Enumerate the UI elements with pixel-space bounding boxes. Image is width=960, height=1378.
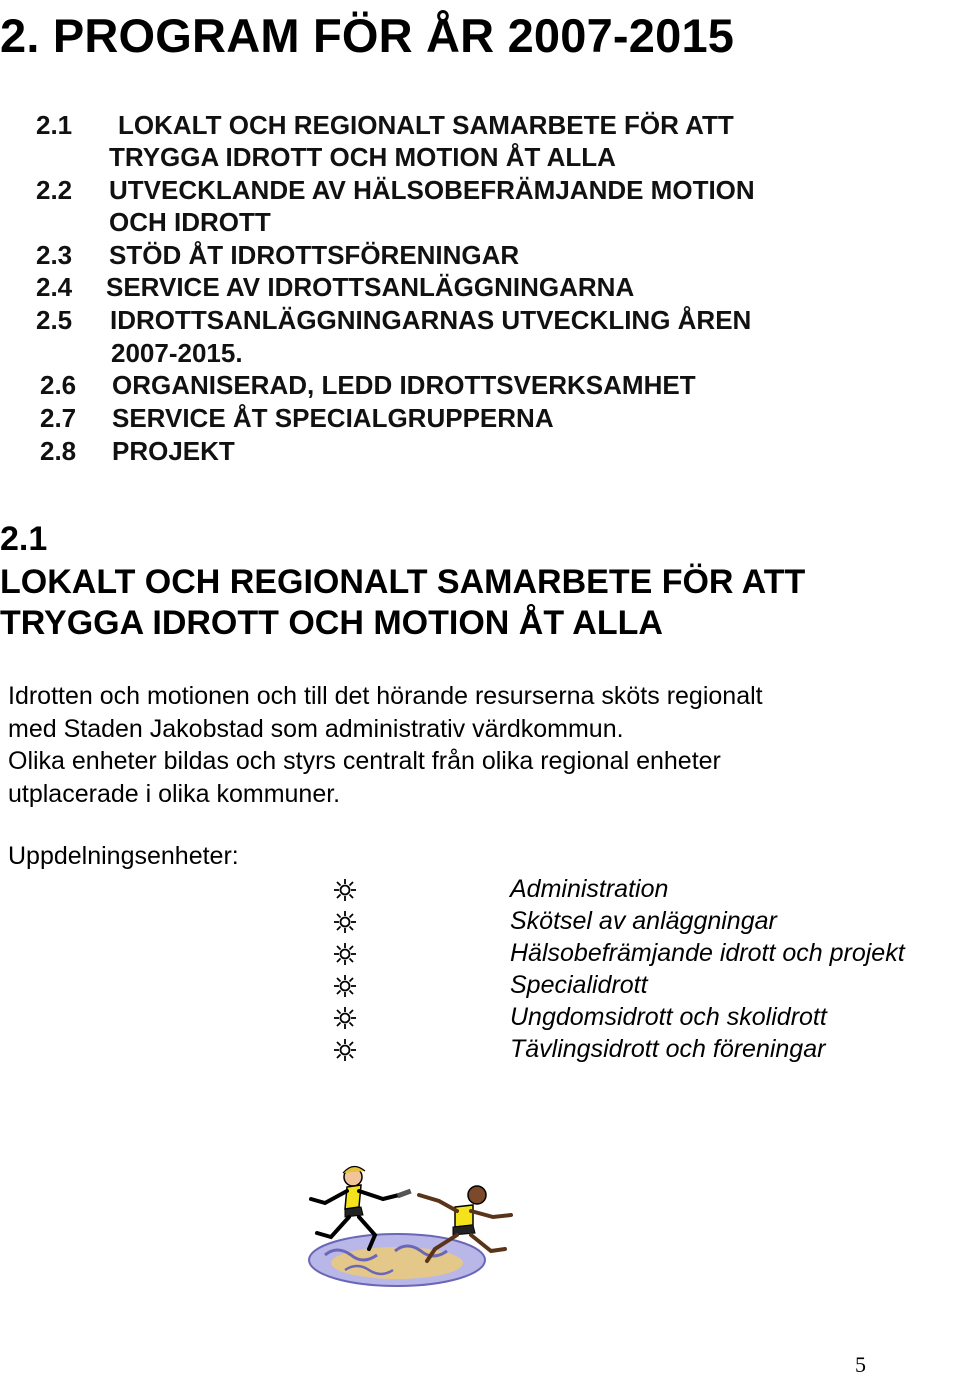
page-number: 5	[855, 1352, 866, 1377]
toc-item-text: IDROTTSANLÄGGNINGARNAS UTVECKLING ÅREN	[110, 305, 752, 335]
toc-item-text: ORGANISERAD, LEDD IDROTTSVERKSAMHET	[112, 370, 696, 400]
paragraph-line: utplacerade i olika kommuner.	[8, 780, 341, 808]
toc-item-text: SERVICE ÅT SPECIALGRUPPERNA	[112, 403, 554, 433]
list-item: Specialidrott	[510, 971, 648, 999]
toc-number: 2.1	[36, 110, 73, 140]
toc-number: 2.2	[36, 175, 73, 205]
paragraph-line: Idrotten och motionen och till det hörande resurserna sköts regionalt	[8, 682, 763, 710]
section-title-line: TRYGGA IDROTT OCH MOTION ÅT ALLA	[0, 604, 663, 642]
toc-item-text: STÖD ÅT IDROTTSFÖRENINGAR	[109, 240, 520, 270]
toc-number: 2.4	[36, 272, 73, 302]
toc-number: 2.7	[40, 403, 77, 433]
sun-icon	[333, 910, 357, 934]
sun-icon	[333, 1038, 357, 1062]
toc-number: 2.6	[40, 370, 77, 400]
toc-item-text: UTVECKLANDE AV HÄLSOBEFRÄMJANDE MOTION	[109, 175, 755, 205]
list-item: Skötsel av anläggningar	[510, 907, 777, 935]
sun-icon	[333, 878, 357, 902]
section-number: 2.1	[0, 520, 48, 558]
sun-icon	[333, 1006, 357, 1030]
list-item: Hälsobefrämjande idrott och projekt	[510, 939, 905, 967]
sun-icon	[333, 974, 357, 998]
paragraph-line: med Staden Jakobstad som administrativ värdkommun.	[8, 715, 624, 743]
toc-number: 2.5	[36, 305, 73, 335]
toc-item-text: SERVICE AV IDROTTSANLÄGGNINGARNA	[106, 272, 635, 302]
toc-number: 2.3	[36, 240, 73, 270]
toc-item-text: 2007-2015.	[111, 338, 243, 368]
toc-item-text: PROJEKT	[112, 436, 235, 466]
section-title-line: LOKALT OCH REGIONALT SAMARBETE FÖR ATT	[0, 563, 806, 601]
page-title: 2. PROGRAM FÖR ÅR 2007-2015	[0, 9, 735, 62]
list-item: Ungdomsidrott och skolidrott	[510, 1003, 827, 1031]
list-item: Tävlingsidrott och föreningar	[510, 1035, 826, 1063]
relay-runners-illustration	[285, 1155, 535, 1300]
sun-icon	[333, 942, 357, 966]
toc-item-text: OCH IDROTT	[109, 207, 271, 237]
paragraph-line: Olika enheter bildas och styrs centralt från olika regional enheter	[8, 747, 721, 775]
toc-item-text: TRYGGA IDROTT OCH MOTION ÅT ALLA	[109, 142, 616, 172]
toc-number: 2.8	[40, 436, 77, 466]
toc-item-text: LOKALT OCH REGIONALT SAMARBETE FÖR ATT	[118, 110, 734, 140]
list-item: Administration	[510, 875, 669, 903]
units-label: Uppdelningsenheter:	[8, 842, 239, 870]
